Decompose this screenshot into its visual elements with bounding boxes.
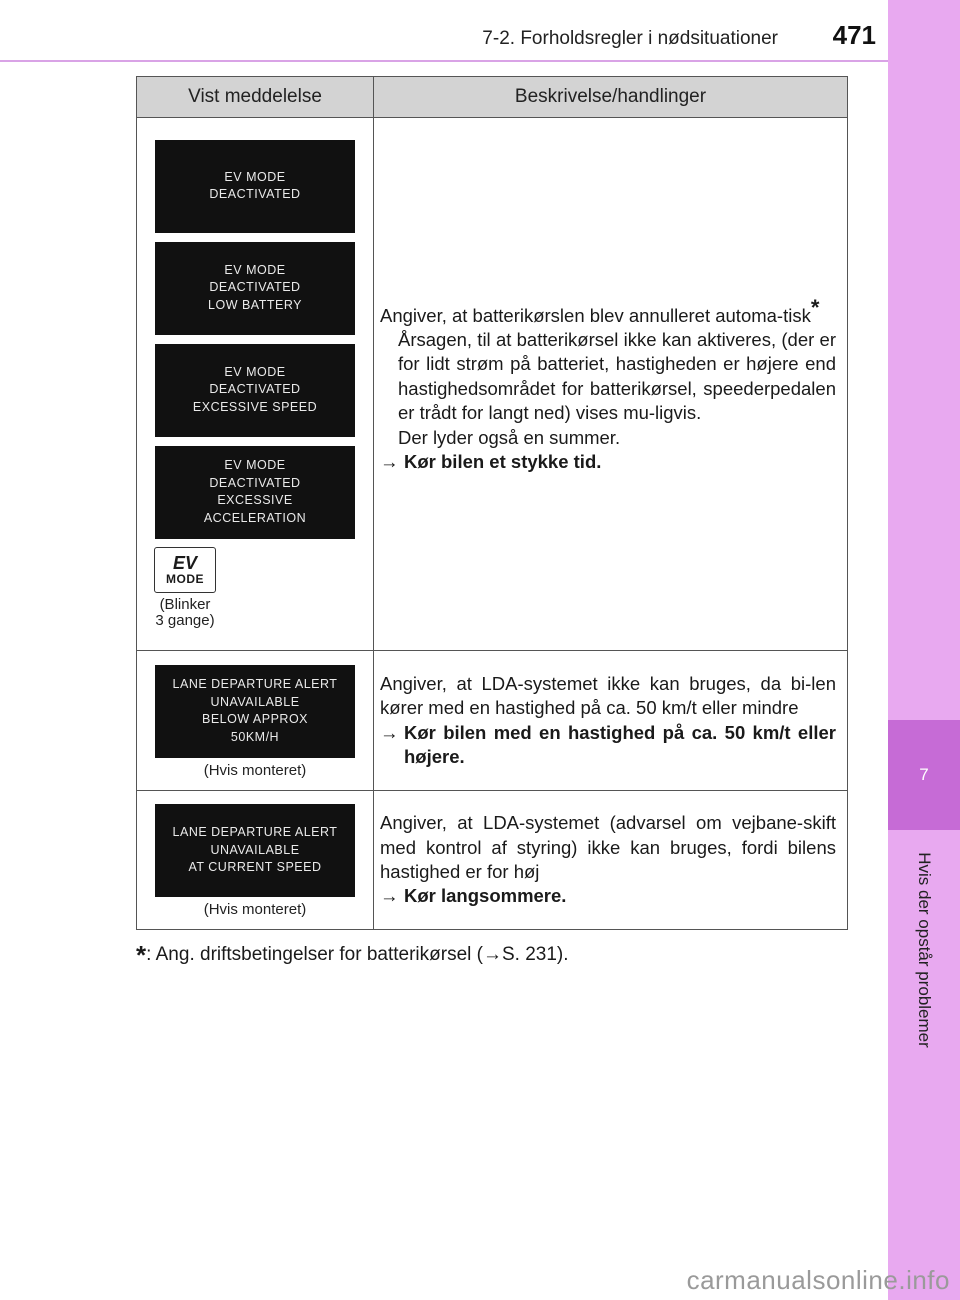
page-header [0, 0, 888, 62]
display-lda-below-speed: LANE DEPARTURE ALERT UNAVAILABLE BELOW APPROX 50KM/H [155, 665, 355, 758]
fitted-caption: (Hvis monteret) [203, 901, 307, 918]
description-intro: Angiver, at LDA-systemet (advarsel om vejbane-skift med kontrol af styring) ikke kan bruges, fordi bilens hastighed er for høj [380, 812, 836, 882]
arrow-icon: → [380, 721, 399, 743]
message-cell [137, 651, 374, 791]
message-cell [137, 791, 374, 930]
ev-mode-icon: EV MODE [154, 547, 216, 593]
arrow-icon: → [380, 885, 399, 907]
description-cell [374, 651, 848, 791]
message-table [136, 76, 848, 930]
arrow-icon: → [380, 451, 399, 473]
chapter-side-tab [888, 0, 960, 1300]
action-text: → Kør bilen et stykke tid. [380, 450, 836, 474]
header-divider [0, 60, 888, 62]
action-text: → Kør langsommere. [380, 884, 836, 908]
display-ev-deactivated: EV MODE DEACTIVATED [155, 140, 355, 233]
watermark: carmanualsonline.info [686, 1265, 950, 1295]
page-number: 471 [832, 20, 876, 50]
ev-indicator-caption: (Blinker 3 gange) [155, 595, 215, 629]
section-title: 7-2. Forholdsregler i nødsituationer [482, 28, 778, 49]
chapter-number: 7 [919, 765, 929, 784]
column-header-message: Vist meddelelse [137, 77, 374, 118]
arrow-icon: → [483, 944, 502, 965]
ev-indicator-block [137, 547, 373, 629]
display-ev-low-battery: EV MODE DEACTIVATED LOW BATTERY [155, 242, 355, 335]
chapter-number-box [888, 720, 960, 830]
table-row [137, 118, 848, 651]
display-lda-current-speed: LANE DEPARTURE ALERT UNAVAILABLE AT CURRENT SPEED [155, 804, 355, 897]
table-row [137, 651, 848, 791]
display-ev-excessive-speed: EV MODE DEACTIVATED EXCESSIVE SPEED [155, 344, 355, 437]
display-ev-excessive-acceleration: EV MODE DEACTIVATED EXCESSIVE ACCELERATION [155, 446, 355, 539]
footnote: *: Ang. driftsbetingelser for batterikørsel (→S. 231). [136, 940, 569, 970]
table-header-row [137, 77, 848, 118]
column-header-description: Beskrivelse/handlinger [374, 77, 848, 118]
description-intro: Angiver, at batterikørslen blev annulleret automa-tisk* [380, 294, 820, 326]
description-cell [374, 118, 848, 651]
description-detail: Årsagen, til at batterikørsel ikke kan aktiveres, (der er for lidt strøm på batteriet, hastigheden er højere end hastighedsområdet for batterikørsel, speederpedalen er trådt for langt ned) vises mu-ligvis. [398, 328, 836, 424]
message-cell [137, 118, 374, 651]
fitted-caption: (Hvis monteret) [203, 761, 307, 779]
description-detail-2: Der lyder også en summer. [398, 426, 621, 448]
chapter-label: Hvis der opstår problemer [915, 852, 934, 1048]
description-intro: Angiver, at LDA-systemet ikke kan bruges, da bi-len kører med en hastighed på ca. 50 km/t eller mindre [380, 672, 836, 719]
action-text: → Kør bilen med en hastighed på ca. 50 km/t eller højere. [380, 721, 836, 767]
description-cell [374, 791, 848, 930]
table-row [137, 791, 848, 930]
